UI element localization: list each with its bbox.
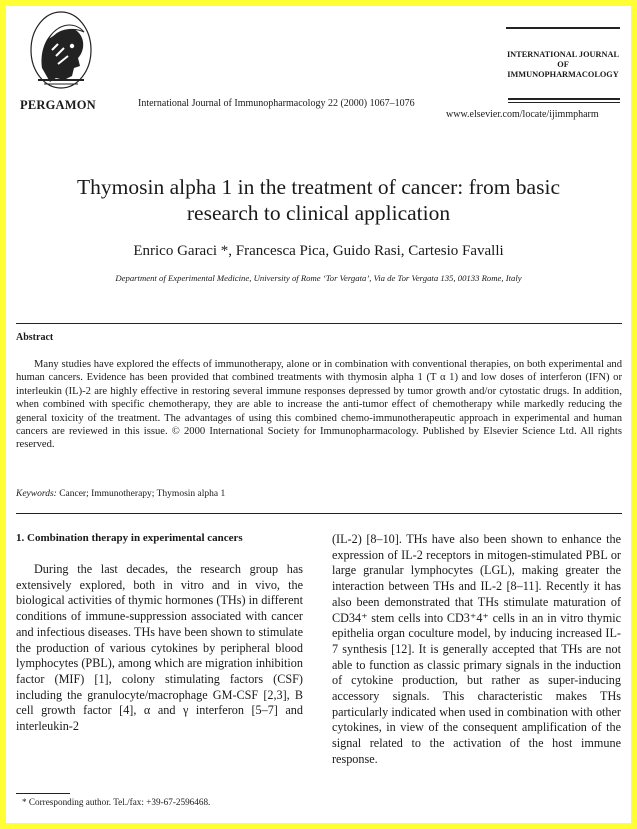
divider [16, 513, 622, 514]
affiliation: Department of Experimental Medicine, University of Rome ‘Tor Vergata’, Via de Tor Vergata 135, 00133 Rome, Italy [115, 273, 522, 283]
keywords-list: Cancer; Immunotherapy; Thymosin alpha 1 [59, 489, 226, 499]
author-list: Enrico Garaci *, Francesca Pica, Guido Rasi, Cartesio Favalli [133, 243, 504, 259]
header-rule [508, 102, 620, 103]
article-page [6, 6, 631, 823]
publisher-name: PERGAMON [20, 98, 96, 112]
body-paragraph: During the last decades, the research group has extensively explored, both in vitro and in vivo, the biological activities of thymic hormones (THs) in different conditions of immune-suppression associated with cancer and infectious diseases. THs have been shown to stimulate the production of various cytokines by peripheral blood lymphocytes (PBL), among which are migration inhibition factor (MIF) [1], colony stimulating factors (CSF) including the granulocyte/macrophage GM-CSF [2,3], B cell growth factor [4], α and γ interferon [5–7] and interleukin-2 [16, 562, 303, 734]
title-line: research to clinical application [186, 201, 451, 225]
right-column [332, 532, 621, 768]
title-line: Thymosin alpha 1 in the treatment of cancer: from basic [77, 175, 560, 199]
section-heading: 1. Combination therapy in experimental cancers [16, 532, 243, 544]
header-rule [506, 27, 620, 29]
header-rule [508, 98, 620, 100]
journal-citation: International Journal of Immunopharmacology 22 (2000) 1067–1076 [138, 98, 415, 109]
abstract-heading: Abstract [16, 332, 54, 343]
body-paragraph: (IL-2) [8–10]. THs have also been shown to enhance the expression of IL-2 receptors in mitogen-stimulated PBL or large granular lymphocytes (LGL), making greater the interaction between THs and IL-2 [8–11]. Recently it has also been demonstrated that THs stimulate maturation of CD34⁺ stem cells into CD3⁺4⁺ cells in an in vitro thymic epithelia organ coculture model, by inducing increased IL-7 synthesis [12]. It is generally accepted that THs are not able to function as classic primary signals in the induction of cytokine production, but rather as super-inducing accessory signals. This characteristic makes THs particularly indicated when used in combination with other cytokines, in view of the consequent amplification of the signal related to the activation of the host immune response. [332, 532, 621, 766]
journal-name-line: INTERNATIONAL JOURNAL [506, 50, 620, 59]
journal-name-line: IMMUNOPHARMACOLOGY [507, 70, 619, 79]
article-title [16, 174, 621, 226]
keywords-label: Keywords: [16, 489, 57, 499]
journal-name-line: OF [557, 60, 569, 69]
left-column [16, 532, 303, 735]
divider [16, 323, 622, 324]
keywords [16, 489, 225, 499]
journal-name [502, 50, 624, 80]
footnote: * Corresponding author. Tel./fax: +39-67-2596468. [22, 797, 211, 807]
footnote-rule [16, 793, 70, 794]
abstract-text: Many studies have explored the effects of immunotherapy, alone or in combination with conventional therapies, on both experimental and human cancers. Evidence has been provided that combined treatments with thymosin alpha 1 (T α 1) and low doses of interferon (IFN) or interleukin (IL)-2 are highly effective in restoring several immune responses depressed by tumor growth and/or cytostatic drugs. In addition, when combined with specific chemotherapy, they are able to increase the anti-tumor effect of chemotherapy while markedly reducing the general toxicity of the treatment. The advantages of using this combined chemo-immunotherapeutic approach in experimental and human cancers are reviewed in this issue. © 2000 International Society for Immunopharmacology. Published by Elsevier Science Ltd. All rights reserved. [16, 359, 622, 451]
journal-url-link[interactable]: www.elsevier.com/locate/ijimmpharm [446, 109, 599, 120]
pergamon-logo-icon [28, 10, 94, 92]
